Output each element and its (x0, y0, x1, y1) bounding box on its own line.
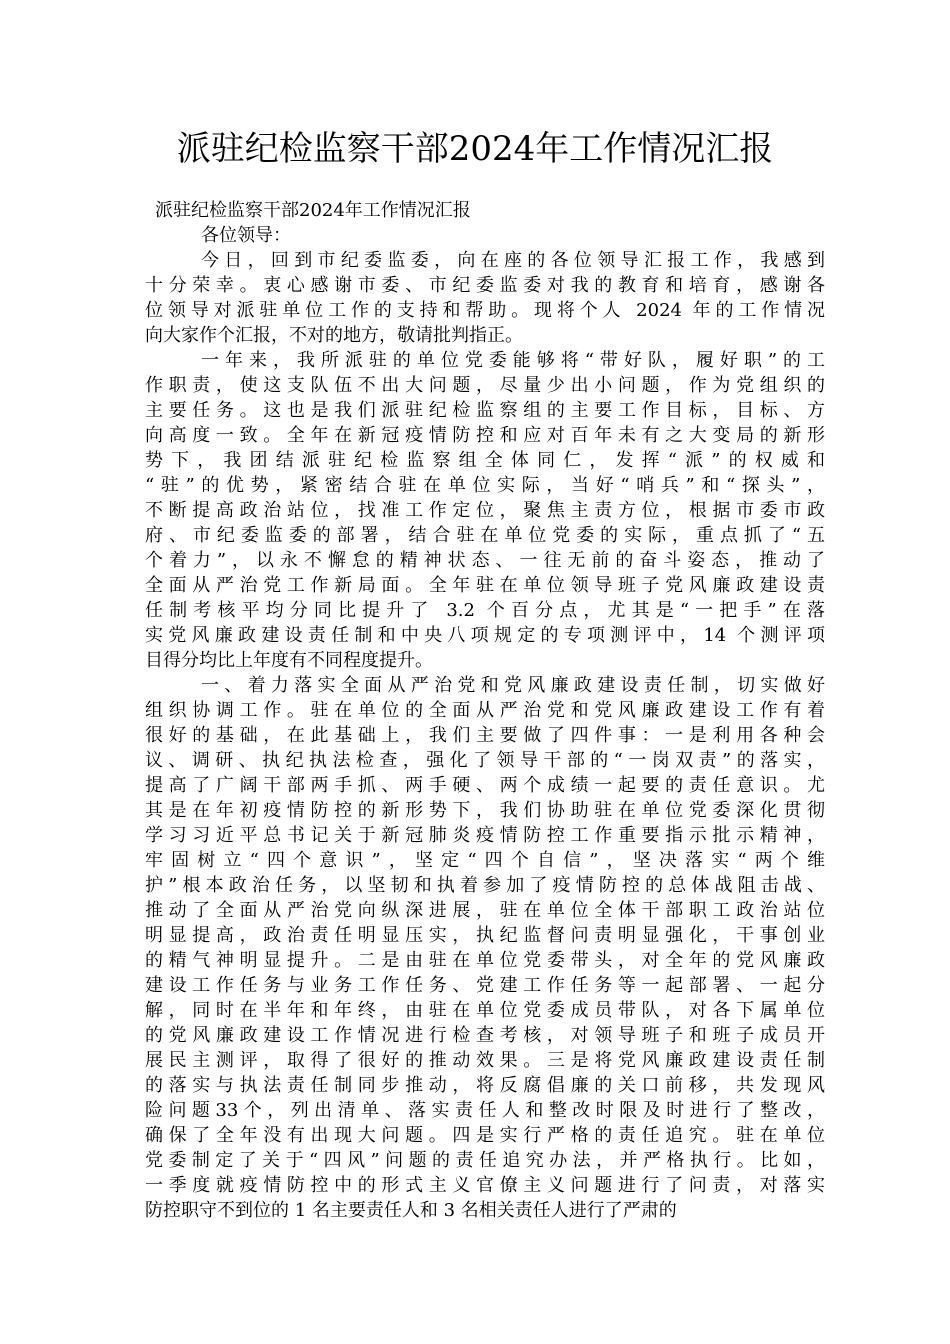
paragraph-line: 位领导对派驻单位工作的支持和帮助。现将个人 2024 年的工作情况 (145, 300, 825, 321)
paragraph-line: 一年来，我所派驻的单位党委能够将“带好队，履好职”的工 (201, 350, 825, 371)
paragraph-line: 其是在年初疫情防控的新形势下，我们协助驻在单位党委深化贯彻 (145, 800, 825, 821)
paragraph (145, 248, 825, 348)
paragraph-line: 十分荣幸。衷心感谢市委、市纪委监委对我的教育和培育，感谢各 (145, 275, 825, 296)
paragraph-line: 确保了全年没有出现大问题。四是实行严格的责任追究。驻在单位 (145, 1125, 825, 1146)
paragraph-line: 的精气神明显提升。二是由驻在单位党委带头，对全年的党风廉政 (145, 950, 825, 971)
paragraph-line: 组织协调工作。驻在单位的全面从严治党和党风廉政建设工作有着 (145, 700, 825, 721)
paragraph-line: 的党风廉政建设工作情况进行检查考核，对领导班子和班子成员开 (145, 1025, 825, 1046)
paragraph-line: 目得分均比上年度有不同程度提升。 (145, 650, 433, 671)
paragraph-line: 任制考核平均分同比提升了 3.2 个百分点，尤其是“一把手”在落 (145, 600, 825, 621)
paragraph-line: 一季度就疫情防控中的形式主义官僚主义问题进行了问责，对落实 (145, 1175, 825, 1196)
paragraph (145, 348, 825, 673)
paragraph-line: 主要任务。这也是我们派驻纪检监察组的主要工作目标，目标、方 (145, 400, 825, 421)
document-body (145, 198, 825, 1223)
paragraph (145, 673, 825, 1223)
paragraph-line: 今日，回到市纪委监委，向在座的各位领导汇报工作，我感到 (201, 250, 825, 271)
paragraph-line: 作职责，使这支队伍不出大问题，尽量少出小问题，作为党组织的 (145, 375, 825, 396)
paragraph-line: 护”根本政治任务，以坚韧和执着参加了疫情防控的总体战阻击战、 (145, 875, 825, 896)
paragraph-line: 一、着力落实全面从严治党和党风廉政建设责任制，切实做好 (201, 675, 825, 696)
paragraph-line: 府、市纪委监委的部署，结合驻在单位党委的实际，重点抓了“五 (145, 525, 825, 546)
paragraph-line: 向大家作个汇报，不对的地方，敬请批判指正。 (145, 325, 523, 346)
paragraph-line: “驻”的优势，紧密结合驻在单位实际，当好“哨兵”和“探头”， (145, 475, 825, 496)
paragraph-line: 个着力”，以永不懈怠的精神状态、一往无前的奋斗姿态，推动了 (145, 550, 825, 571)
paragraph-line: 实党风廉政建设责任制和中央八项规定的专项测评中，14 个测评项 (145, 625, 825, 646)
paragraph-line: 党委制定了关于“四风”问题的责任追究办法，并严格执行。比如， (145, 1150, 825, 1171)
paragraph-line: 推动了全面从严治党向纵深进展，驻在单位全体干部职工政治站位 (145, 900, 825, 921)
document-subtitle: 派驻纪检监察干部2024年工作情况汇报 (155, 200, 471, 221)
paragraph-line: 向高度一致。全年在新冠疫情防控和应对百年未有之大变局的新形 (145, 425, 825, 446)
paragraph-line: 不断提高政治站位，找准工作定位，聚焦主责方位，根据市委市政 (145, 500, 825, 521)
paragraph-line: 牢固树立“四个意识”，坚定“四个自信”，坚决落实“两个维 (145, 850, 825, 871)
paragraph-line: 议、调研、执纪执法检查，强化了领导干部的“一岗双责”的落实， (145, 750, 825, 771)
paragraph-line: 展民主测评，取得了很好的推动效果。三是将党风廉政建设责任制 (145, 1050, 825, 1071)
paragraph-line: 提高了广阔干部两手抓、两手硬、两个成绩一起要的责任意识。尤 (145, 775, 825, 796)
paragraph-line: 很好的基础，在此基础上，我们主要做了四件事：一是利用各种会 (145, 725, 825, 746)
paragraph-line: 解，同时在半年和年终，由驻在单位党委成员带队，对各下属单位 (145, 1000, 825, 1021)
paragraphs (145, 248, 825, 1223)
paragraph-line: 学习习近平总书记关于新冠肺炎疫情防控工作重要指示批示精神， (145, 825, 825, 846)
document-title: 派驻纪检监察干部2024年工作情况汇报 (176, 129, 774, 169)
paragraph-line: 全面从严治党工作新局面。全年驻在单位领导班子党风廉政建设责 (145, 575, 825, 596)
paragraph-line: 防控职守不到位的 1 名主要责任人和 3 名相关责任人进行了严肃的 (145, 1200, 677, 1221)
salutation: 各位领导： (201, 225, 291, 246)
paragraph-line: 势下，我团结派驻纪检监察组全体同仁，发挥“派”的权威和 (145, 450, 825, 471)
paragraph-line: 的落实与执法责任制同步推动，将反腐倡廉的关口前移，共发现风 (145, 1075, 825, 1096)
paragraph-line: 建设工作任务与业务工作任务、党建工作任务等一起部署、一起分 (145, 975, 825, 996)
paragraph-line: 明显提高，政治责任明显压实，执纪监督问责明显强化，干事创业 (145, 925, 825, 946)
paragraph-line: 险问题33个，列出清单、落实责任人和整改时限及时进行了整改， (145, 1100, 825, 1121)
